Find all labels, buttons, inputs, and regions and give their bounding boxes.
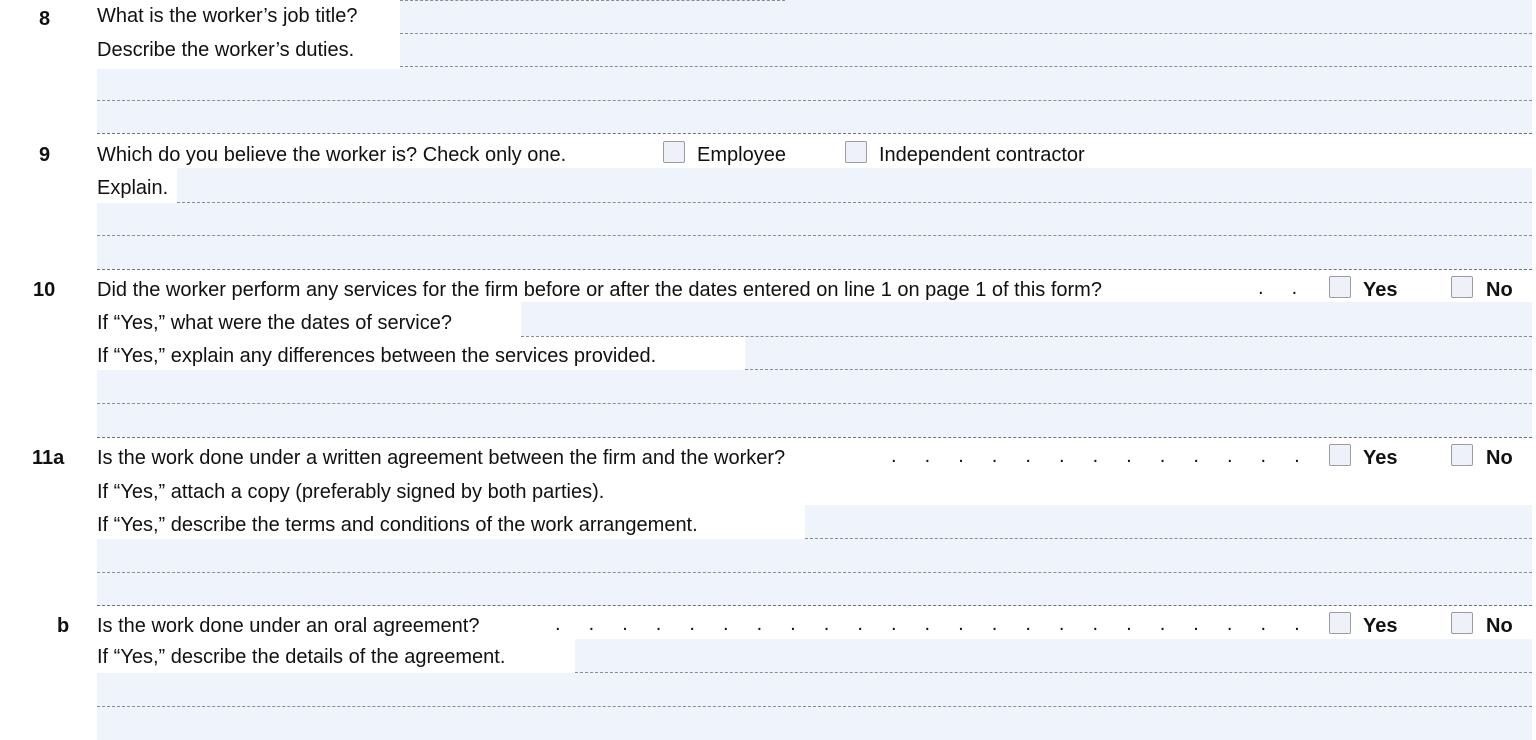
oral-agreement-no-checkbox[interactable] [1451,612,1473,634]
explain-field[interactable] [177,168,1532,203]
explain-underline-2 [97,235,1532,236]
oral-agreement-question: Is the work done under an oral agreement? [97,614,483,638]
oral-details-field[interactable] [575,639,1532,673]
prior-services-no-checkbox[interactable] [1451,276,1473,298]
attach-copy-note: If “Yes,” attach a copy (preferably signed by both parties). [97,480,608,504]
top-rule [400,0,785,1]
oral-agreement-yes-checkbox[interactable] [1329,612,1351,634]
independent-contractor-label: Independent contractor [879,144,1085,166]
differences-underline [745,369,1532,370]
duties-underline [400,66,1532,67]
oral-agreement-no-label: No [1486,615,1513,637]
dot-leader: . . . . . . . . . . . . . [891,445,1300,467]
explain-label: Explain. [97,177,169,199]
terms-underline-2 [97,572,1532,573]
duties-field[interactable] [400,36,1532,69]
dates-of-service-field[interactable] [521,302,1532,336]
duties-underline-3 [97,133,1532,134]
oral-details-underline [575,672,1532,673]
terms-underline-3 [97,605,1532,606]
employee-label: Employee [697,144,786,166]
oral-details-label: If “Yes,” describe the details of the agreement. [97,645,509,669]
line-letter-b: b [57,615,70,637]
terms-underline [805,538,1532,539]
line-number-9: 9 [39,144,51,166]
explain-underline [177,202,1532,203]
prior-services-no-label: No [1486,279,1513,301]
oral-details-underline-2 [97,706,1532,707]
dot-leader: . . . . . . . . . . . . . . . . . . . . . . . [555,613,1300,635]
explain-field-continued[interactable] [97,203,1532,269]
oral-agreement-yes-label: Yes [1363,615,1398,637]
differences-field[interactable] [745,336,1532,370]
written-agreement-question: Is the work done under a written agreement between the firm and the worker? [97,446,789,470]
written-agreement-yes-label: Yes [1363,447,1398,469]
dates-underline [521,336,1532,337]
prior-services-question: Did the worker perform any services for the firm before or after the dates entered on line 1 on page 1 of this form? [97,278,1106,302]
explain-underline-3 [97,269,1532,270]
differences-label: If “Yes,” explain any differences between the services provided. [97,344,660,368]
duties-question: Describe the worker’s duties. [97,38,358,62]
line-number-8: 8 [39,8,51,30]
dates-of-service-label: If “Yes,” what were the dates of service? [97,311,456,335]
written-agreement-no-checkbox[interactable] [1451,444,1473,466]
duties-underline-2 [97,100,1532,101]
job-title-underline [400,33,1532,34]
job-title-question: What is the worker’s job title? [97,4,361,28]
prior-services-yes-label: Yes [1363,279,1398,301]
line-number-10: 10 [33,279,56,301]
worker-type-question: Which do you believe the worker is? Check only one. [97,143,570,167]
written-agreement-yes-checkbox[interactable] [1329,444,1351,466]
line-number-11a: 11a [32,447,65,469]
terms-field[interactable] [805,505,1532,539]
differences-underline-2 [97,403,1532,404]
differences-underline-3 [97,437,1532,438]
employee-checkbox[interactable] [663,141,685,163]
independent-contractor-checkbox[interactable] [845,141,867,163]
prior-services-yes-checkbox[interactable] [1329,276,1351,298]
duties-field-continued[interactable] [97,69,1532,133]
terms-label: If “Yes,” describe the terms and conditions of the work arrangement. [97,513,702,537]
job-title-field[interactable] [400,0,1532,36]
dot-leader: . . [1258,277,1298,299]
written-agreement-no-label: No [1486,447,1513,469]
